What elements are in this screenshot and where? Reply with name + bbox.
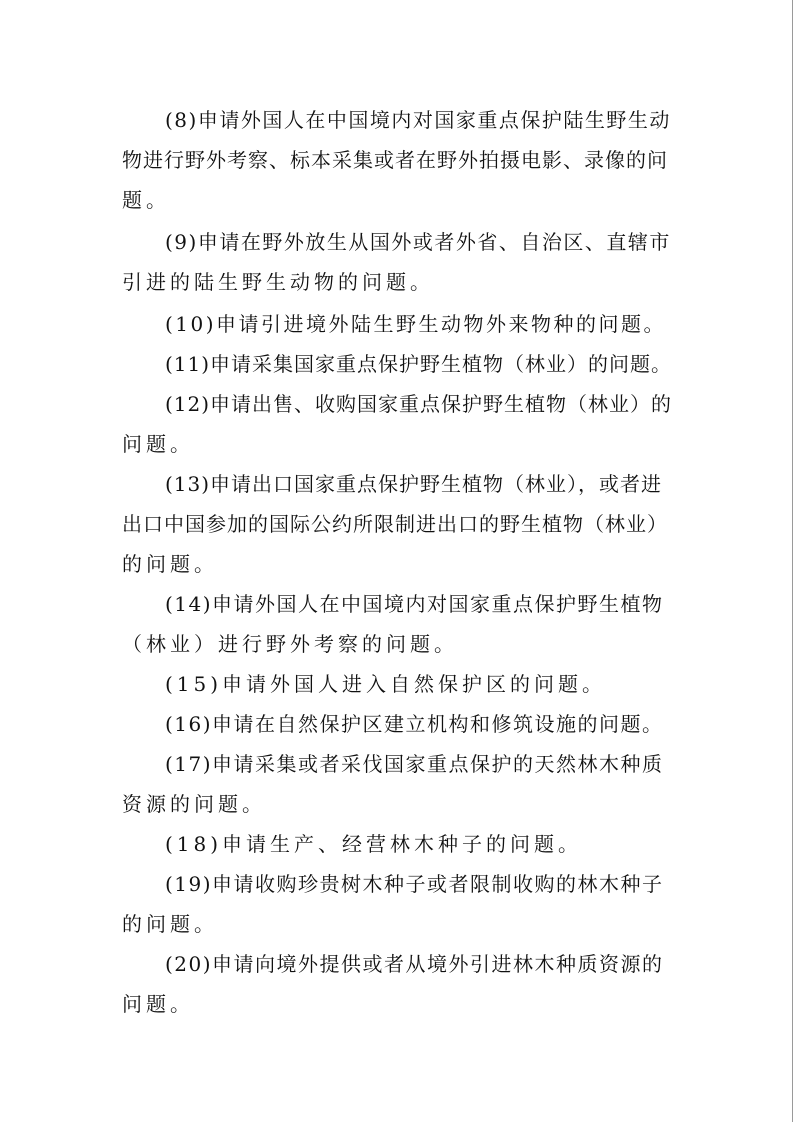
text-line: 问题。	[122, 432, 194, 456]
text-line: (12)申请出售、收购国家重点保护野生植物（林业）的	[165, 392, 673, 416]
text-line: (8)申请外国人在中国境内对国家重点保护陆生野生动	[165, 108, 671, 132]
text-line: 引进的陆生野生动物的问题。	[122, 270, 434, 294]
text-line: （林业）进行野外考察的问题。	[122, 632, 458, 656]
text-line: (13)申请出口国家重点保护野生植物（林业），或者进	[165, 472, 663, 496]
text-line: 资源的问题。	[122, 792, 266, 816]
text-line: 题。	[122, 188, 170, 212]
text-line: (19)申请收购珍贵树木种子或者限制收购的林木种子	[165, 872, 664, 896]
text-line: 的问题。	[122, 552, 218, 576]
text-line: 的问题。	[122, 912, 218, 936]
text-line: 问题。	[122, 992, 194, 1016]
text-line: 出口中国参加的国际公约所限制进出口的野生植物（林业）	[122, 512, 668, 536]
text-line: (20)申请向境外提供或者从境外引进林木种质资源的	[165, 952, 664, 976]
text-line: (14)申请外国人在中国境内对国家重点保护野生植物	[165, 592, 664, 616]
text-line: (17)申请采集或者采伐国家重点保护的天然林木种质	[165, 752, 664, 776]
text-line: (18)申请生产、经营林木种子的问题。	[165, 832, 583, 856]
text-line: (15)申请外国人进入自然保护区的问题。	[165, 672, 607, 696]
text-line: (16)申请在自然保护区建立机构和修筑设施的问题。	[165, 712, 664, 736]
text-line: (11)申请采集国家重点保护野生植物（林业）的问题。	[165, 352, 673, 376]
text-line: (9)申请在野外放生从国外或者外省、自治区、直辖市	[165, 230, 671, 254]
text-line: (10)申请引进境外陆生野生动物外来物种的问题。	[165, 312, 667, 336]
text-line: 物进行野外考察、标本采集或者在野外拍摄电影、录像的问	[122, 148, 668, 172]
